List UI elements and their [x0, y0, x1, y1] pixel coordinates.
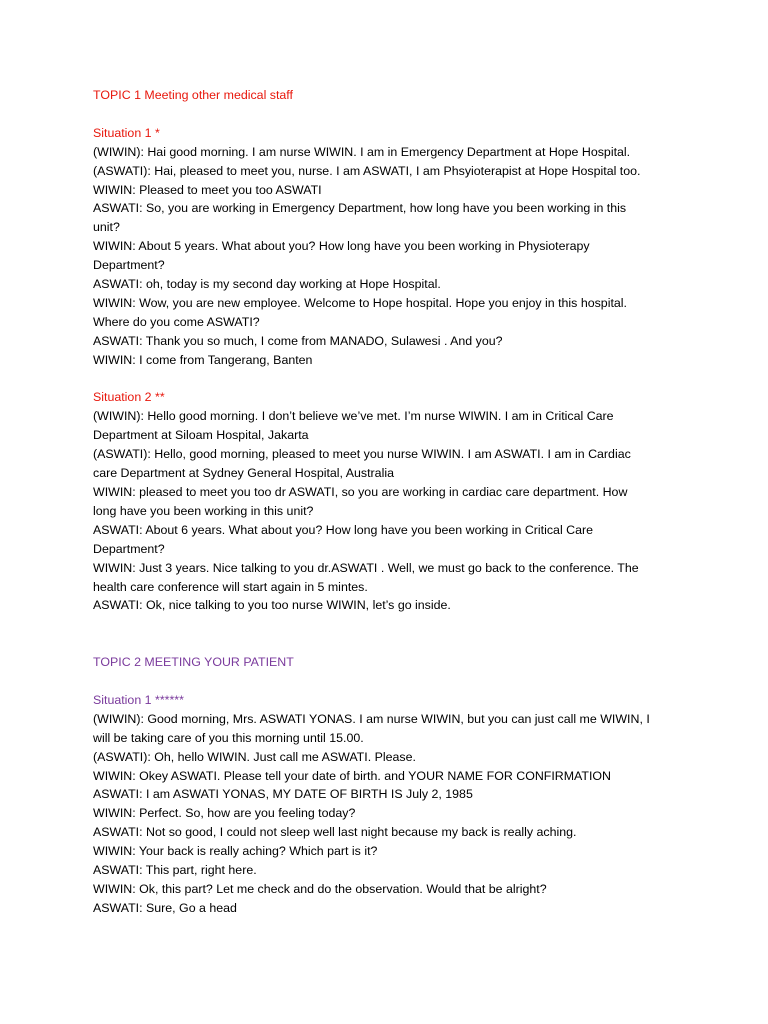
- dialogue-line: Where do you come ASWATI?: [93, 314, 260, 329]
- dialogue-line: WIWIN: Just 3 years. Nice talking to you dr.ASWATI . Well, we must go back to the conference. The: [93, 560, 639, 575]
- dialogue-line: ASWATI: Ok, nice talking to you too nurse WIWIN, let’s go inside.: [93, 598, 451, 613]
- document-page: [93, 86, 693, 918]
- dialogue-line: Department?: [93, 258, 165, 273]
- dialogue-line: WIWIN: Perfect. So, how are you feeling today?: [93, 806, 356, 821]
- dialogue-line: care Department at Sydney General Hospital, Australia: [93, 466, 394, 481]
- topic-1-situation-1-heading: Situation 1 *: [93, 125, 160, 140]
- topic-2-situation-1-dialogue: [93, 710, 693, 918]
- topic-1-heading: TOPIC 1 Meeting other medical staff: [93, 88, 293, 102]
- dialogue-line: unit?: [93, 220, 120, 235]
- dialogue-line: (WIWIN): Good morning, Mrs. ASWATI YONAS. I am nurse WIWIN, but you can just call me WIWIN, I: [93, 711, 650, 726]
- dialogue-line: will be taking care of you this morning until 15.00.: [93, 730, 364, 745]
- topic-2-heading: TOPIC 2 MEETING YOUR PATIENT: [93, 655, 294, 670]
- dialogue-line: WIWIN: Your back is really aching? Which part is it?: [93, 844, 378, 859]
- dialogue-line: health care conference will start again in 5 mintes.: [93, 579, 368, 594]
- dialogue-line: (ASWATI): Hai, pleased to meet you, nurse. I am ASWATI, I am Phsyioterapist at Hope Hospital too.: [93, 163, 641, 178]
- dialogue-line: WIWIN: Ok, this part? Let me check and do the observation. Would that be alright?: [93, 882, 547, 896]
- topic-1-situation-1-dialogue: [93, 143, 693, 370]
- dialogue-line: WIWIN: About 5 years. What about you? How long have you been working in Physioterapy: [93, 239, 590, 254]
- dialogue-line: ASWATI: About 6 years. What about you? How long have you been working in Critical Care: [93, 522, 594, 537]
- dialogue-line: ASWATI: Not so good, I could not sleep well last night because my back is really aching.: [93, 825, 577, 840]
- dialogue-line: (ASWATI): Oh, hello WIWIN. Just call me ASWATI. Please.: [93, 749, 416, 764]
- dialogue-line: ASWATI: Thank you so much, I come from MANADO, Sulawesi . And you?: [93, 333, 503, 348]
- dialogue-line: (WIWIN): Hello good morning. I don’t believe we’ve met. I’m nurse WIWIN. I am in Critical Care: [93, 409, 614, 424]
- topic-1-situation-2-dialogue: [93, 407, 693, 615]
- dialogue-line: WIWIN: Pleased to meet you too ASWATI: [93, 182, 322, 197]
- dialogue-line: long have you been working in this unit?: [93, 503, 314, 518]
- topic-2-situation-1-heading: Situation 1 ******: [93, 692, 184, 707]
- dialogue-line: Department?: [93, 541, 165, 556]
- dialogue-line: ASWATI: I am ASWATI YONAS, MY DATE OF BIRTH IS July 2, 1985: [93, 787, 473, 802]
- dialogue-line: (WIWIN): Hai good morning. I am nurse WIWIN. I am in Emergency Department at Hope Hospital.: [93, 144, 631, 159]
- dialogue-line: (ASWATI): Hello, good morning, pleased to meet you nurse WIWIN. I am ASWATI. I am in Cardiac: [93, 447, 631, 462]
- dialogue-line: ASWATI: oh, today is my second day working at Hope Hospital.: [93, 277, 441, 292]
- dialogue-line: ASWATI: Sure, Go a head: [93, 900, 237, 915]
- topic-1-situation-2-heading: Situation 2 **: [93, 390, 165, 405]
- dialogue-line: ASWATI: So, you are working in Emergency Department, how long have you been working in this: [93, 201, 627, 216]
- dialogue-line: WIWIN: I come from Tangerang, Banten: [93, 352, 313, 367]
- dialogue-line: WIWIN: Okey ASWATI. Please tell your date of birth. and YOUR NAME FOR CONFIRMATION: [93, 768, 611, 783]
- dialogue-line: Department at Siloam Hospital, Jakarta: [93, 428, 309, 443]
- dialogue-line: WIWIN: Wow, you are new employee. Welcome to Hope hospital. Hope you enjoy in this hospital.: [93, 295, 627, 310]
- dialogue-line: ASWATI: This part, right here.: [93, 863, 257, 878]
- dialogue-line: WIWIN: pleased to meet you too dr ASWATI, so you are working in cardiac care department. How: [93, 485, 628, 499]
